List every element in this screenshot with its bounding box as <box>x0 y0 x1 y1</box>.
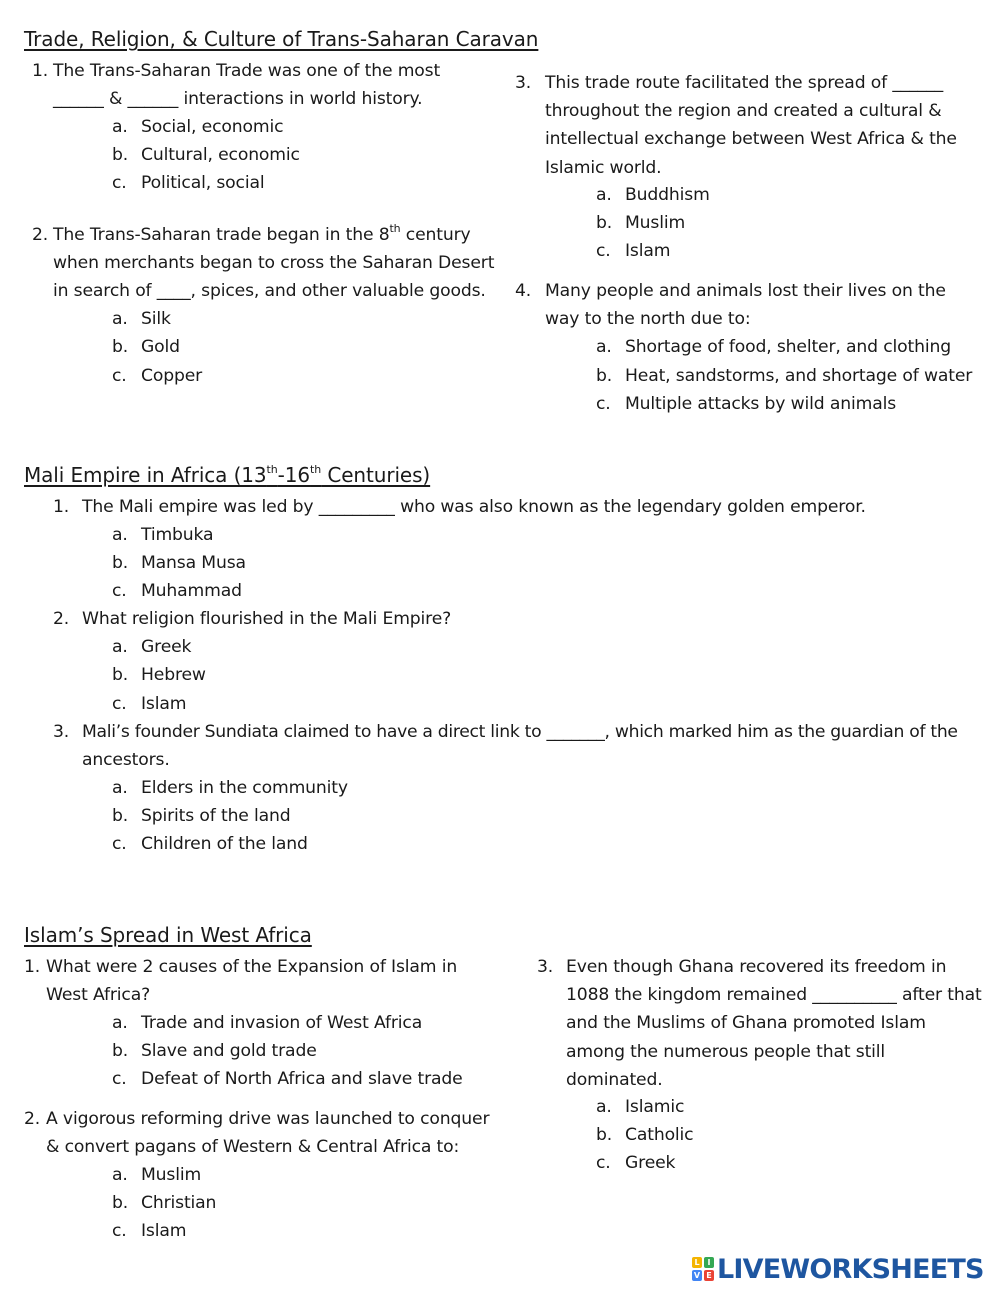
question-number: 4. <box>515 281 532 301</box>
question-text: What were 2 causes of the Expansion of Islam in <box>46 957 458 977</box>
logo-mark-l: L <box>692 1257 702 1268</box>
question-number: 1. <box>53 497 70 517</box>
section-title-mali-empire: Mali Empire in Africa (13th-16th Centuries) <box>24 463 431 487</box>
question-text: Even though Ghana recovered its freedom in <box>566 957 947 977</box>
question-text: This trade route facilitated the spread of ______ <box>545 73 944 93</box>
question-number: 1. <box>24 957 41 977</box>
logo-mark-v: V <box>693 1271 701 1280</box>
question-number: 3. <box>53 722 70 742</box>
question-text: and the Muslims of Ghana promoted Islam <box>566 1013 926 1034</box>
liveworksheets-logo[interactable] <box>692 1254 984 1284</box>
question-text: The Mali empire was led by _________ who was also known as the legendary golden emperor. <box>82 497 866 517</box>
question-text: among the numerous people that still <box>566 1041 886 1062</box>
question-text: A vigorous reforming drive was launched to conquer <box>46 1109 490 1129</box>
question-number: 1. <box>32 61 49 81</box>
question-text: Many people and animals lost their lives on the <box>545 281 946 301</box>
question-text: & convert pagans of Western & Central Africa to: <box>46 1137 460 1158</box>
question-number: 3. <box>515 73 532 93</box>
question-number: 2. <box>53 609 70 629</box>
question-text: intellectual exchange between West Africa & the <box>545 129 957 150</box>
logo-mark-e: E <box>704 1270 714 1281</box>
question-number: 3. <box>537 957 554 977</box>
question-text: in search of ____, spices, and other valuable goods. <box>53 281 486 302</box>
question-text: West Africa? <box>46 985 151 1006</box>
question-text: What religion flourished in the Mali Empire? <box>82 609 452 629</box>
logo-text: LIVEWORKSHEETS <box>717 1253 984 1285</box>
question-text: The Trans-Saharan trade began in the 8th century <box>53 222 471 245</box>
question-text: dominated. <box>566 1069 663 1090</box>
section-title-trans-saharan: Trade, Religion, & Culture of Trans-Saharan Caravan <box>24 27 539 51</box>
question-text: 1088 the kingdom remained __________ after that <box>566 985 982 1006</box>
question-text: ancestors. <box>82 750 170 771</box>
question-text: Mali’s founder Sundiata claimed to have a direct link to _______, which marked him as the guardian of the <box>82 722 958 742</box>
question-text: Islamic world. <box>545 157 662 178</box>
question-text: ______ & ______ interactions in world history. <box>53 89 423 110</box>
question-text: The Trans-Saharan Trade was one of the most <box>53 61 441 81</box>
section-title-islam-spread: Islam’s Spread in West Africa <box>24 923 312 947</box>
liveworksheets-mark-icon <box>692 1257 714 1281</box>
question-text: when merchants began to cross the Saharan Desert <box>53 253 495 274</box>
question-number: 2. <box>24 1109 41 1129</box>
question-text: way to the north due to: <box>545 309 751 330</box>
question-number: 2. <box>32 225 49 245</box>
question-text: throughout the region and created a cultural & <box>545 101 942 122</box>
logo-mark-i: I <box>704 1257 714 1268</box>
